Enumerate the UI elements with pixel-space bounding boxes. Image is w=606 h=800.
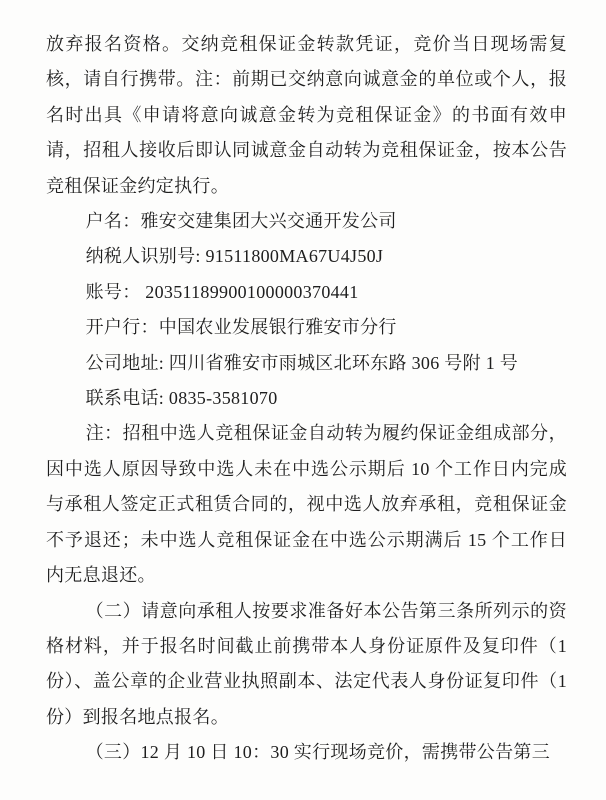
para-note-forfeit-rule: 注：招租中选人竞租保证金自动转为履约保证金组成部分，因中选人原因导致中选人未在中选公示期后 10 个工作日内完成与承租人签定正式租赁合同的，视中选人放弃承租，竞租保证金不予退还；未中选人竞租保证金在中选公示期满后 15 个工作日内无息退还。 [46,423,567,586]
para-contact-phone: 联系电话: 0835-3581070 [85,388,278,409]
para-item-two-registration: （二）请意向承租人按要求准备好本公告第三条所列示的资格材料，并于报名时间截止前携带本人身份证原件及复印件（1份）、盖公章的企业营业执照副本、法定代表人身份证复印件（1份）到报名地点报名。 [46,600,567,727]
para-item-three-auction: （三）12 月 10 日 10：30 实行现场竞价，需携带公告第三 [85,742,550,763]
para-account-number: 账号： 20351189900100000370441 [85,281,359,302]
para-deposit-notice: 放弃报名资格。交纳竞租保证金转款凭证，竞价当日现场需复核，请自行携带。注：前期已交纳意向诚意金的单位或个人，报名时出具《申请将意向诚意金转为竞租保证金》的书面有效申请，招租人接收后即认同诚意金自动转为竞租保证金，按本公告竞租保证金约定执行。 [46,34,567,196]
para-company-address: 公司地址: 四川省雅安市雨城区北环东路 306 号附 1 号 [85,352,519,373]
para-taxpayer-id: 纳税人识别号: 91511800MA67U4J50J [85,246,384,267]
para-bank-branch: 开户行：中国农业发展银行雅安市分行 [85,317,397,338]
para-account-name: 户名：雅安交建集团大兴交通开发公司 [85,211,397,232]
